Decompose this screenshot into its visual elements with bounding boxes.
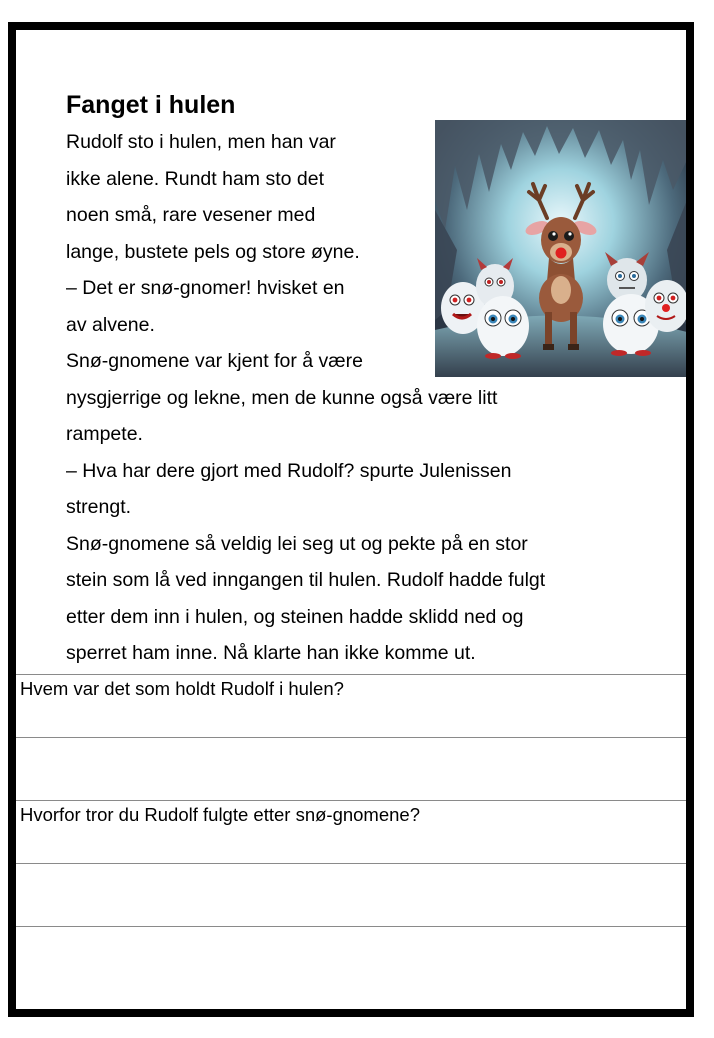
story-line: etter dem inn i hulen, og steinen hadde sklidd ned og: [66, 606, 524, 628]
story-line: Snø-gnomene så veldig lei seg ut og pekte på en stor: [66, 533, 528, 555]
story-line: Snø-gnomene var kjent for å være: [66, 350, 363, 372]
story-line: – Det er snø-gnomer! hvisket en: [66, 277, 345, 299]
story-line: nysgjerrige og lekne, men de kunne også være litt: [66, 387, 498, 409]
question-2: Hvorfor tror du Rudolf fulgte etter snø-gnomene?: [20, 804, 420, 825]
answer-line: [16, 674, 686, 675]
question-1: Hvem var det som holdt Rudolf i hulen?: [20, 678, 344, 699]
cave-illustration: [435, 120, 687, 377]
story-line: lange, bustete pels og store øyne.: [66, 241, 360, 263]
story-line: strengt.: [66, 496, 132, 518]
story-line: sperret ham inne. Nå klarte han ikke komme ut.: [66, 642, 476, 664]
story-line: Rudolf sto i hulen, men han var: [66, 131, 336, 153]
answer-line: [16, 926, 686, 927]
story-line: av alvene.: [66, 314, 155, 336]
story-line: stein som lå ved inngangen til hulen. Rudolf hadde fulgt: [66, 569, 546, 591]
story-line: noen små, rare vesener med: [66, 204, 316, 226]
story-line: rampete.: [66, 423, 143, 445]
snow-gnome: [645, 280, 687, 332]
answer-line: [16, 863, 686, 864]
story-line: – Hva har dere gjort med Rudolf? spurte Julenissen: [66, 460, 512, 482]
worksheet-frame: [8, 22, 694, 1017]
answer-line: [16, 800, 686, 801]
story-line: ikke alene. Rundt ham sto det: [66, 168, 324, 190]
answer-line: [16, 737, 686, 738]
story-title: Fanget i hulen: [66, 91, 236, 119]
